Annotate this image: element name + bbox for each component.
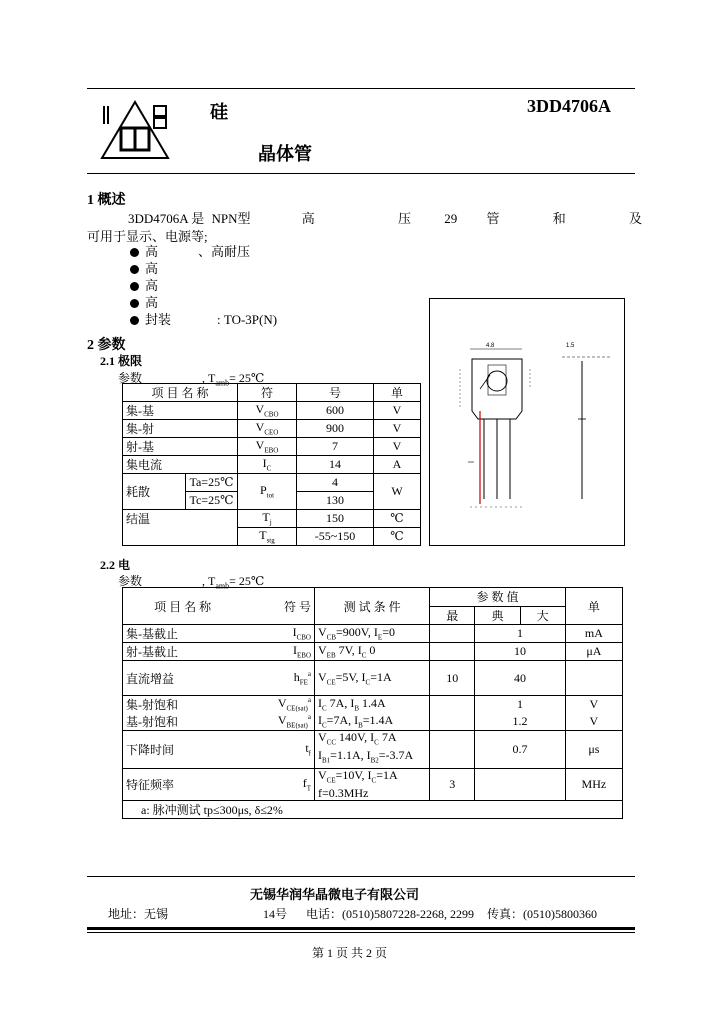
table-row: 特征频率 $f_T$ $V_{CE}=10V$, $I_C=1A$ f=0.3MHz 3 MHz xyxy=(123,768,623,800)
table-note-row: a: 脉冲测试 tp≤300μs, δ≤2% xyxy=(123,801,623,819)
electrical-characteristics-table xyxy=(122,587,623,819)
dim-right-label: 1.5 xyxy=(566,343,575,349)
col-header: 最 xyxy=(430,606,475,625)
col-header: 项 目 名 称 xyxy=(123,384,238,402)
table-row: 射-基截止 $I_{EBO}$ $V_{EB}$ 7V, $I_C$ 0 10 μA xyxy=(123,643,623,661)
col-header: 参 数 值 xyxy=(430,588,566,607)
col-header: 单 xyxy=(565,588,622,625)
header-subtitle: 晶体管 xyxy=(258,144,312,164)
header-title: 硅 xyxy=(210,102,228,122)
footer-rule-thick xyxy=(87,927,635,930)
contact-line: 地址：无锡 14号 电话：(0510)5807228-2268, 2299 传真：(0510)5800360 xyxy=(108,907,598,921)
table2-condition: 参数 , $T_{amb}=$ 25℃ xyxy=(118,574,265,591)
bullet-icon xyxy=(130,248,139,257)
bullet-icon xyxy=(130,299,139,308)
limit-values-table xyxy=(122,383,421,546)
col-header: 典 xyxy=(475,606,520,625)
page-number: 第 1 页 共 2 页 xyxy=(312,946,388,960)
part-number: 3DD4706A xyxy=(527,96,611,116)
table1-condition: 参数 , $T_{amb}=$ 25℃ xyxy=(118,371,265,388)
table-row: 基-射饱和 $V_{BE(sat)}^a$ $I_C=7A$, $I_B=1.4A$ 1.2 V xyxy=(123,713,623,731)
bullet-icon xyxy=(130,265,139,274)
header-bottom-rule xyxy=(87,173,635,174)
dim-top-label: 4.8 xyxy=(486,343,495,349)
col-header: 符 xyxy=(238,384,297,402)
table-row: 直流增益 $h_{FE}^a$ $V_{CE}=5V$, $I_C=1A$ 10 40 xyxy=(123,661,623,696)
overview-line1: 3DD4706A 是 NPN型 高 压 29 管 和 及 xyxy=(128,211,643,226)
section1-heading: 1 概述 xyxy=(87,193,126,208)
feature-item: 高 xyxy=(130,260,277,277)
table-row: 集-基截止 $I_{CBO}$ $V_{CB}=900V$, $I_E=0$ 1 mA xyxy=(123,625,623,643)
table-row: $T_{stg}$ -55~150 ℃ xyxy=(123,528,421,546)
col-header: 项 目 名 称 xyxy=(123,588,243,625)
header-top-rule xyxy=(87,88,635,89)
subsection-2-1: 2.1 极限 xyxy=(100,354,143,368)
col-header: 号 xyxy=(297,384,374,402)
table-row: 耗散 Ta=25℃ $P_{tot}$ 4 W xyxy=(123,474,421,492)
feature-item: 封装 : TO-3P(N) xyxy=(130,311,277,328)
overview-line2: 可用于显示、电源等; xyxy=(87,229,208,244)
subsection-2-2: 2.2 电 xyxy=(100,558,131,572)
col-header: 符 号 xyxy=(242,588,314,625)
table-header-row xyxy=(123,384,421,402)
feature-item: 高 xyxy=(130,294,277,311)
feature-list xyxy=(130,243,277,328)
feature-item: 高 xyxy=(130,277,277,294)
table-row: 结温 $T_j$ 150 ℃ xyxy=(123,510,421,528)
bullet-icon xyxy=(130,282,139,291)
table-row: 集-基 $V_{CBO}$ 600 V xyxy=(123,402,421,420)
table-row: 集-射饱和 $V_{CE(sat)}^a$ $I_C$ 7A, $I_B$ 1.4A 1 V xyxy=(123,696,623,714)
table-row: 集-射 $V_{CEO}$ 900 V xyxy=(123,420,421,438)
table-header-row xyxy=(123,588,623,607)
company-name: 无锡华润华晶微电子有限公司 xyxy=(250,887,420,902)
table-row: 射-基 $V_{EBO}$ 7 V xyxy=(123,438,421,456)
table-row: 集电流 $I_C$ 14 A xyxy=(123,456,421,474)
bullet-icon xyxy=(130,316,139,325)
feature-item: 高 、高耐压 xyxy=(130,243,277,260)
package-drawing xyxy=(429,298,625,546)
section2-heading: 2 参数 xyxy=(87,338,126,353)
col-header: 测 试 条 件 xyxy=(315,588,430,625)
table-row: 下降时间 $t_f$ $V_{CC}$ 140V, $I_C$ 7A $I_{B1}=1.1A$, $I_{B2}=-3.7A$ 0.7 μs xyxy=(123,731,623,769)
col-header: 大 xyxy=(520,606,565,625)
footer-top-rule xyxy=(87,876,635,877)
table-row: Tc=25℃ 130 xyxy=(123,492,421,510)
footer-rule-thin xyxy=(87,932,635,933)
col-header: 单 xyxy=(374,384,421,402)
company-logo xyxy=(96,96,174,164)
